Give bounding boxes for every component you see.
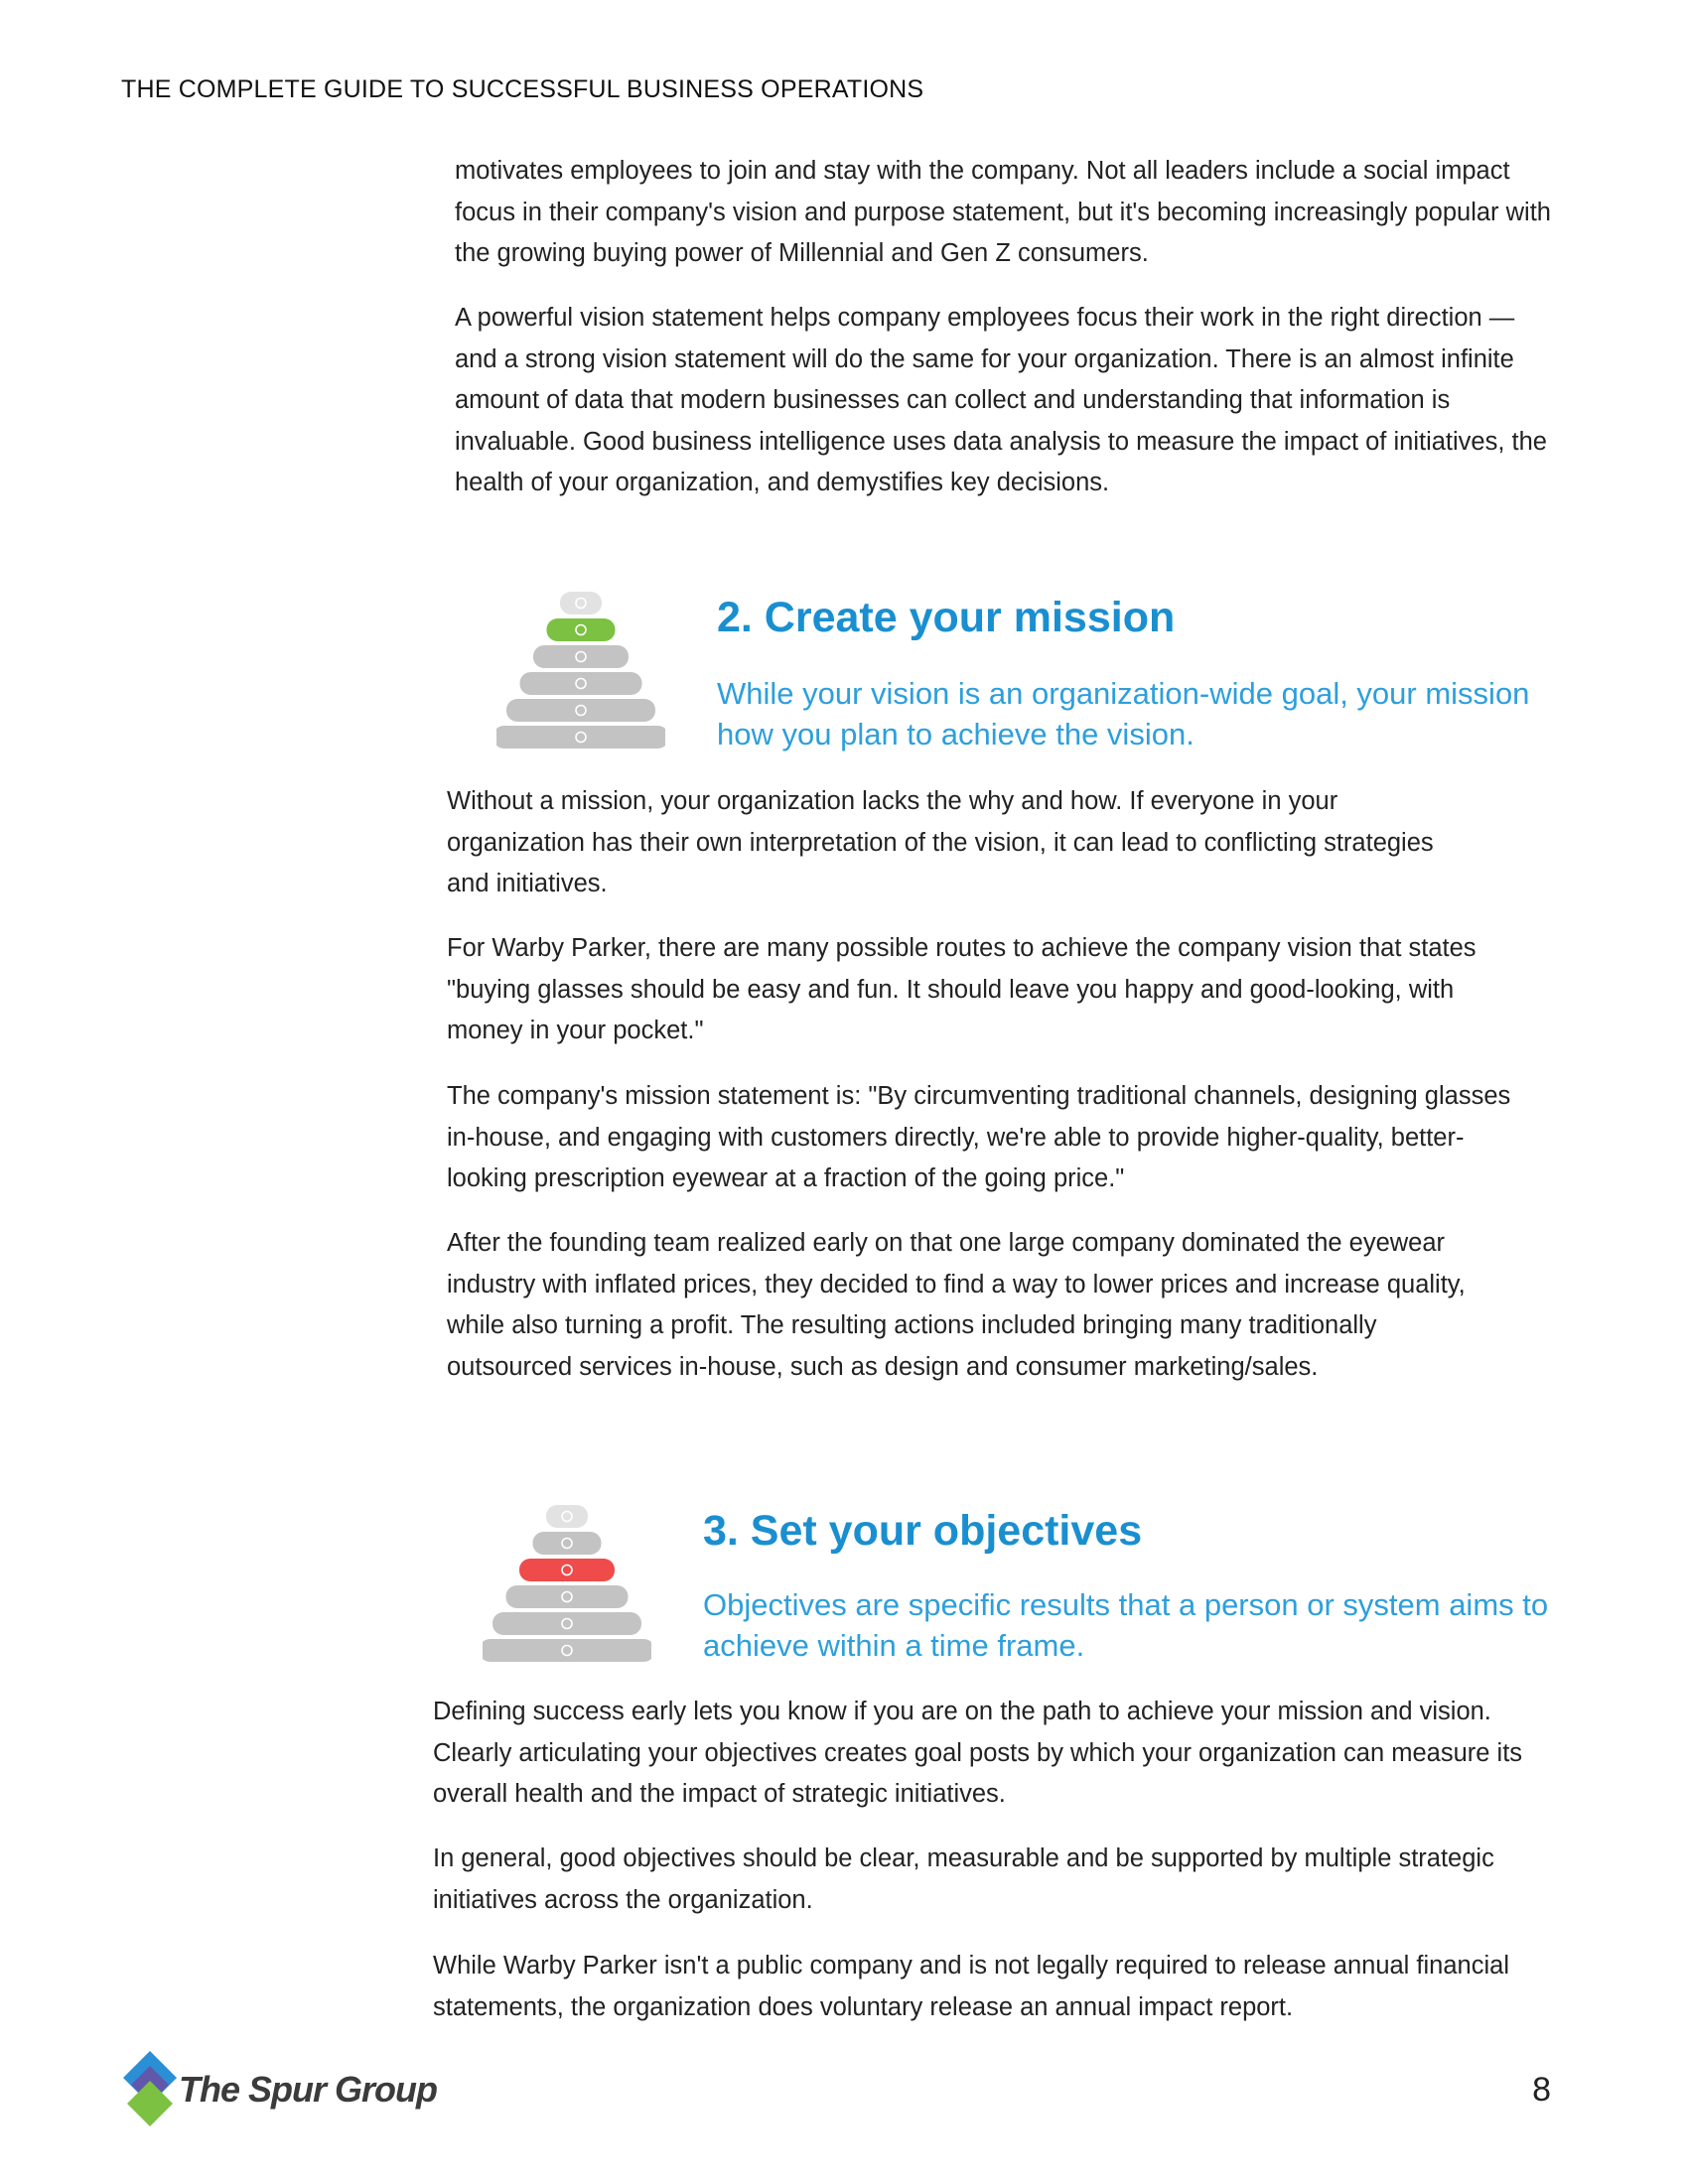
pyramid-level-2	[533, 1532, 602, 1555]
spur-group-logo-text: The Spur Group	[179, 2069, 437, 2110]
section-title-objectives: 3. Set your objectives	[703, 1507, 1143, 1555]
section-subtitle-objectives: Objectives are specific results that a person or system aims to achieve within a time frame.	[703, 1587, 1549, 1663]
pyramid-level-6	[496, 726, 665, 749]
section-title-mission: 2. Create your mission	[717, 594, 1176, 641]
objectives-paragraph-2: In general, good objectives should be clear, measurable and be supported by multiple strategic initiatives across the organization.	[433, 1844, 1494, 1914]
objectives-paragraph-1: Defining success early lets you know if you are on the path to achieve your mission and vision. Clearly articulating your objectives creates goal posts by which your organization can measure its overall health and the impact of strategic initiatives.	[433, 1698, 1523, 1808]
pyramid-level-5	[506, 699, 655, 722]
mission-paragraph-4: After the founding team realized early on that one large company dominated the eyewear industry with inflated prices, they decided to find a way to lower prices and increase quality, while also turning a profit. The resulting actions included bringing many traditionally outsourced services in-house, such as design and consumer marketing/sales.	[447, 1229, 1466, 1381]
spur-group-logo	[123, 2051, 437, 2133]
running-header-title: THE COMPLETE GUIDE TO SUCCESSFUL BUSINESS OPERATIONS	[121, 75, 924, 103]
pyramid-level-1	[560, 592, 602, 614]
mission-paragraph-2: For Warby Parker, there are many possible routes to achieve the company vision that states "buying glasses should be easy and fun. It should leave you happy and good-looking, with money in your pocket."	[447, 934, 1477, 1044]
pyramid-level-1	[546, 1505, 588, 1528]
pyramid-level-6	[483, 1639, 651, 1662]
pyramid-diagram-mission	[496, 590, 665, 749]
pyramid-level-3	[519, 1559, 615, 1581]
pyramid-level-2	[547, 618, 616, 641]
page-number: 8	[1532, 2071, 1551, 2109]
pyramid-diagram-objectives	[483, 1503, 651, 1662]
spur-group-logo-mark	[123, 2051, 177, 2128]
mission-paragraph-1: Without a mission, your organization lacks the why and how. If everyone in your organization has their own interpretation of the vision, it can lead to conflicting strategies and initiatives.	[447, 787, 1434, 897]
pyramid-level-4	[520, 672, 642, 695]
pyramid-level-4	[506, 1585, 629, 1608]
section-subtitle-mission: While your vision is an organization-wide goal, your mission how you plan to achieve the vision.	[717, 676, 1530, 751]
intro-paragraph-2: A powerful vision statement helps company employees focus their work in the right direction — and a strong vision statement will do the same for your organization. There is an almost infinite amount of data that modern businesses can collect and understanding that information is invaluable. Good business intelligence uses data analysis to measure the impact of initiatives, the health of your organization, and demystifies key decisions.	[455, 304, 1547, 496]
pyramid-level-3	[533, 645, 629, 668]
mission-paragraph-3: The company's mission statement is: "By circumventing traditional channels, designing glasses in-house, and engaging with customers directly, we're able to provide higher-quality, better-looking prescription eyewear at a fraction of the going price."	[447, 1082, 1511, 1192]
intro-paragraph-1: motivates employees to join and stay with the company. Not all leaders include a social impact focus in their company's vision and purpose statement, but it's becoming increasingly popular with the growing buying power of Millennial and Gen Z consumers.	[455, 157, 1551, 267]
pyramid-level-5	[492, 1612, 641, 1635]
objectives-paragraph-3: While Warby Parker isn't a public company and is not legally required to release annual financial statements, the organization does voluntary release an annual impact report.	[433, 1952, 1509, 2021]
